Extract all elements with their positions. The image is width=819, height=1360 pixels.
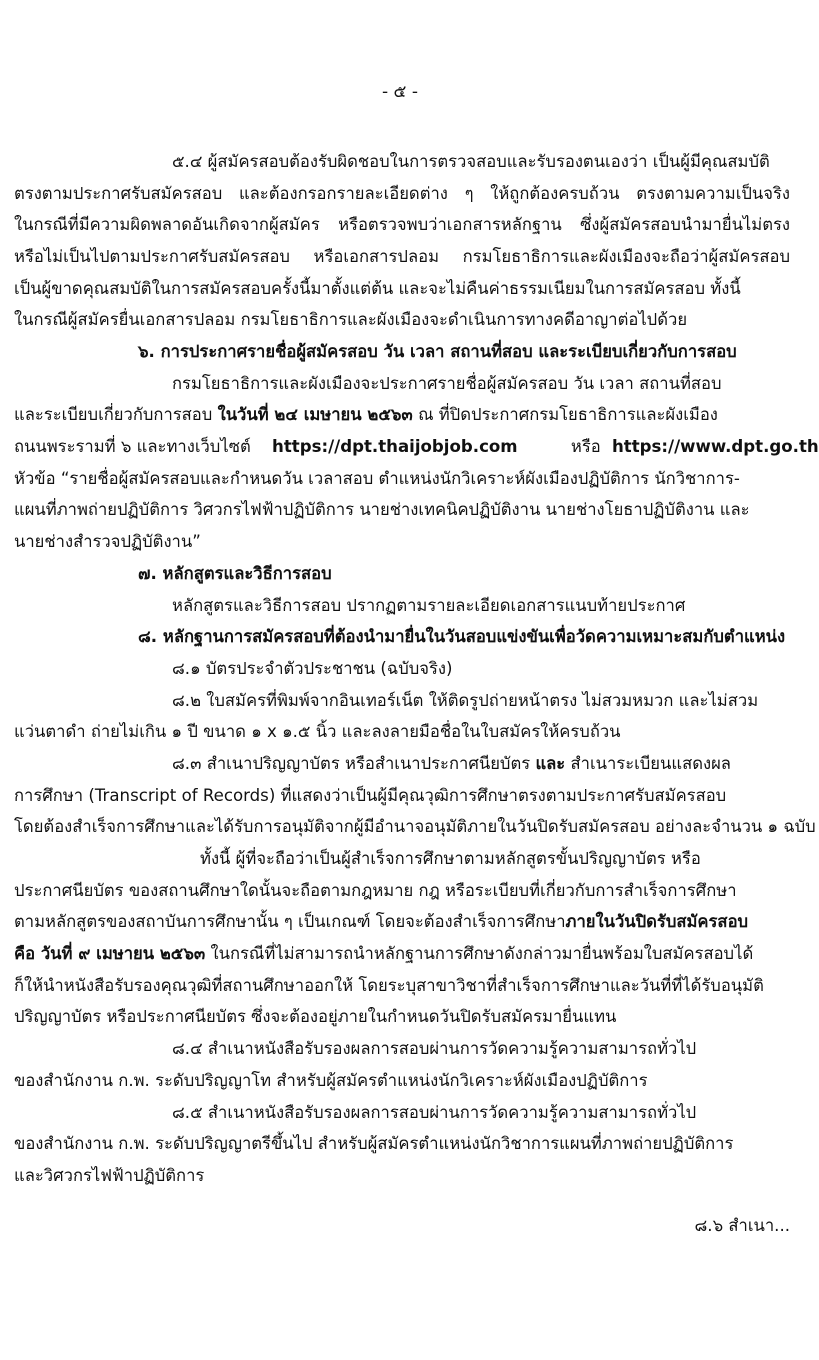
- section-6-line-4: หัวข้อ “รายชื่อผู้สมัครสอบและกำหนดวัน เวลาสอบ ตำแหน่งนักวิเคราะห์ผังเมืองปฏิบัติการ นักวิชาการ-: [14, 469, 740, 488]
- page-number: - ๕ -: [382, 82, 418, 102]
- section-6-text: และระเบียบเกี่ยวกับการสอบ: [14, 405, 213, 424]
- section-7-line-1: หลักสูตรและวิธีการสอบ ปรากฏตามรายละเอียดเอกสารแนบท้ายประกาศ: [172, 596, 686, 615]
- announcement-date: ในวันที่ ๒๔ เมษายน ๒๕๖๓: [217, 405, 413, 424]
- item-8-4-line-1: ๘.๔ สำเนาหนังสือรับรองผลการสอบผ่านการวัดความรู้ความสามารถทั่วไป: [172, 1039, 697, 1058]
- para-5-4-line-4: หรือไม่เป็นไปตามประกาศรับสมัครสอบ หรือเอกสารปลอม กรมโยธาธิการและผังเมืองจะถือว่าผู้สมัครสอบ: [14, 247, 790, 266]
- section-8-heading: ๘. หลักฐานการสมัครสอบที่ต้องนำมายื่นในวันสอบแข่งขันเพื่อวัดความเหมาะสมกับตำแหน่ง: [138, 627, 786, 646]
- item-8-3-line-7: [14, 942, 790, 966]
- section-6-line-2: [14, 403, 790, 427]
- item-8-4-line-2: ของสำนักงาน ก.พ. ระดับปริญญาโท สำหรับผู้สมัครตำแหน่งนักวิเคราะห์ผังเมืองปฏิบัติการ: [14, 1071, 648, 1090]
- item-8-3-line-6: [14, 910, 790, 934]
- closing-date: คือ วันที่ ๙ เมษายน ๒๕๖๓: [14, 944, 206, 963]
- item-8-2-line-2: แว่นตาดำ ถ่ายไม่เกิน ๑ ปี ขนาด ๑ x ๑.๕ นิ้ว และลงลายมือชื่อในใบสมัครให้ครบถ้วน: [14, 722, 621, 741]
- item-8-3-and: และ: [535, 754, 566, 773]
- item-8-1: ๘.๑ บัตรประจำตัวประชาชน (ฉบับจริง): [172, 659, 453, 678]
- section-6-heading: ๖. การประกาศรายชื่อผู้สมัครสอบ วัน เวลา สถานที่สอบ และระเบียบเกี่ยวกับการสอบ: [138, 342, 737, 361]
- section-6-line-1: กรมโยธาธิการและผังเมืองจะประกาศรายชื่อผู้สมัครสอบ วัน เวลา สถานที่สอบ: [172, 374, 722, 393]
- section-6-text-location: ณ ที่ปิดประกาศกรมโยธาธิการและผังเมือง: [418, 405, 718, 424]
- item-8-3-line-4: ทั้งนี้ ผู้ที่จะถือว่าเป็นผู้สำเร็จการศึกษาตามหลักสูตรขั้นปริญญาบัตร หรือ: [200, 849, 701, 868]
- item-8-5-line-1: ๘.๕ สำเนาหนังสือรับรองผลการสอบผ่านการวัดความรู้ความสามารถทั่วไป: [172, 1103, 697, 1122]
- item-8-3-line-1: [172, 752, 790, 776]
- para-5-4-line-5: เป็นผู้ขาดคุณสมบัติในการสมัครสอบครั้งนี้มาตั้งแต่ต้น และจะไม่คืนค่าธรรมเนียมในการสมัครสอบ ทั้งนี้: [14, 279, 741, 298]
- continuation-marker: ๘.๖ สำเนา...: [694, 1216, 790, 1235]
- para-5-4-line-2: ตรงตามประกาศรับสมัครสอบ และต้องกรอกรายละเอียดต่าง ๆ ให้ถูกต้องครบถ้วน ตรงตามความเป็นจริง: [14, 184, 790, 203]
- section-6-line-5: แผนที่ภาพถ่ายปฏิบัติการ วิศวกรไฟฟ้าปฏิบัติการ นายช่างเทคนิคปฏิบัติงาน นายช่างโยธาปฏิบัติงาน และ: [14, 500, 750, 519]
- para-5-4-line-6: ในกรณีผู้สมัครยื่นเอกสารปลอม กรมโยธาธิการและผังเมืองจะดำเนินการทางคดีอาญาต่อไปด้วย: [14, 310, 688, 329]
- section-7-heading: ๗. หลักสูตรและวิธีการสอบ: [138, 564, 332, 583]
- item-8-3-text-transcript: สำเนาระเบียนแสดงผล: [570, 754, 731, 773]
- section-6-text-road: ถนนพระรามที่ ๖ และทางเว็บไซต์: [14, 437, 251, 456]
- item-8-3-line-8: ก็ให้นำหนังสือรับรองคุณวุฒิที่สถานศึกษาออกให้ โดยระบุสาขาวิชาที่สำเร็จการศึกษาและวันที่ที่ได้รับอนุมัติ: [14, 976, 764, 995]
- section-6-line-3: [14, 435, 819, 459]
- item-8-3-text-case: ในกรณีที่ไม่สามารถนำหลักฐานการศึกษาดังกล่าวมายื่นพร้อมใบสมัครสอบได้: [210, 944, 754, 963]
- website-link-dpt[interactable]: https://www.dpt.go.th: [611, 437, 819, 456]
- item-8-3-line-9: ปริญญาบัตร หรือประกาศนียบัตร ซึ่งจะต้องอยู่ภายในกำหนดวันปิดรับสมัครมายื่นแทน: [14, 1007, 617, 1026]
- item-8-3-text-institution: ตามหลักสูตรของสถาบันการศึกษานั้น ๆ เป็นเกณฑ์ โดยจะต้องสำเร็จการศึกษา: [14, 912, 566, 931]
- item-8-5-line-2: ของสำนักงาน ก.พ. ระดับปริญญาตรีขึ้นไป สำหรับผู้สมัครตำแหน่งนักวิชาการแผนที่ภาพถ่ายปฏิบัติการ: [14, 1134, 734, 1153]
- para-5-4-line-3: ในกรณีที่มีความผิดพลาดอันเกิดจากผู้สมัคร หรือตรวจพบว่าเอกสารหลักฐาน ซึ่งผู้สมัครสอบนำมายื่นไม่ตรง: [14, 215, 790, 234]
- website-link-thaijobjob[interactable]: https://dpt.thaijobjob.com: [272, 437, 518, 456]
- item-8-3-line-2: การศึกษา (Transcript of Records) ที่แสดงว่าเป็นผู้มีคุณวุฒิการศึกษาตรงตามประกาศรับสมัครสอบ: [14, 786, 727, 805]
- item-8-3-text: ๘.๓ สำเนาปริญญาบัตร หรือสำเนาประกาศนียบัตร: [172, 754, 531, 773]
- item-8-3-line-5: ประกาศนียบัตร ของสถานศึกษาใดนั้นจะถือตามกฎหมาย กฎ หรือระเบียบที่เกี่ยวกับการสำเร็จการศึกษา: [14, 881, 737, 900]
- item-8-3-line-3: โดยต้องสำเร็จการศึกษาและได้รับการอนุมัติจากผู้มีอำนาจอนุมัติภายในวันปิดรับสมัครสอบ อย่างละจำนวน ๑ ฉบับ: [14, 817, 816, 836]
- item-8-2-line-1: ๘.๒ ใบสมัครที่พิมพ์จากอินเทอร์เน็ต ให้ติดรูปถ่ายหน้าตรง ไม่สวมหมวก และไม่สวม: [172, 691, 759, 710]
- para-5-4-line-1: ๕.๔ ผู้สมัครสอบต้องรับผิดชอบในการตรวจสอบและรับรองตนเองว่า เป็นผู้มีคุณสมบัติ: [172, 152, 770, 171]
- or-text: หรือ: [570, 437, 601, 456]
- closing-date-label: ภายในวันปิดรับสมัครสอบ: [565, 912, 749, 931]
- section-6-line-6: นายช่างสำรวจปฏิบัติงาน”: [14, 532, 201, 551]
- item-8-5-line-3: และวิศวกรไฟฟ้าปฏิบัติการ: [14, 1166, 205, 1185]
